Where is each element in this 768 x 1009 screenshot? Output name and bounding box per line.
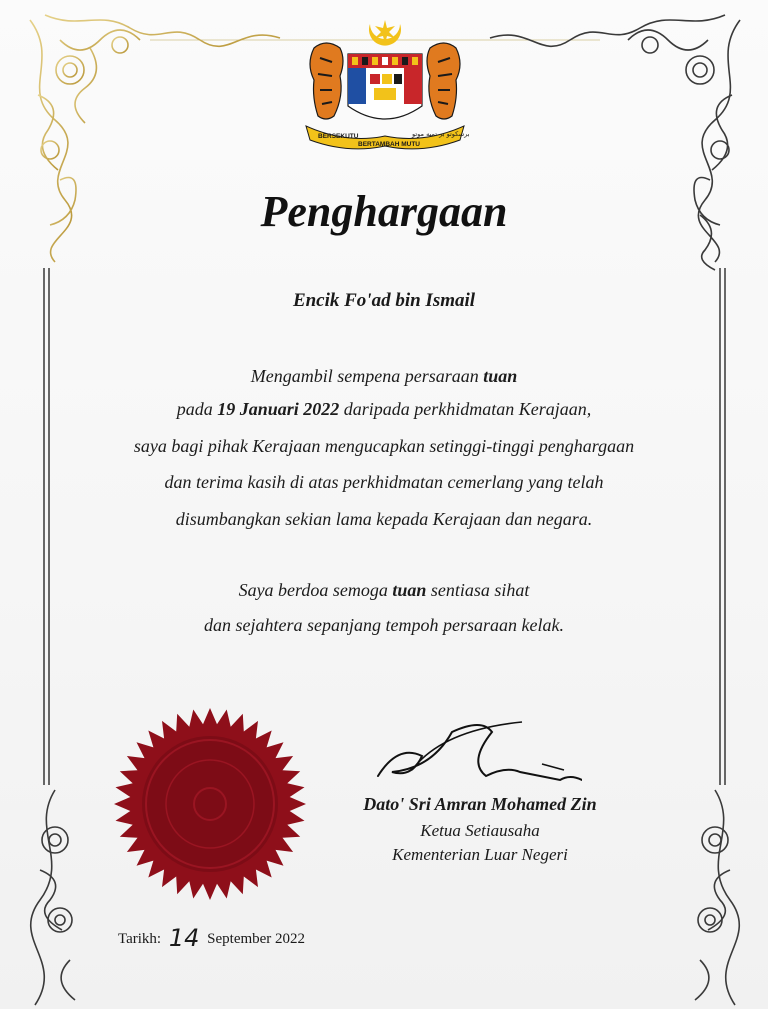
date-day-handwritten: 14 — [168, 924, 200, 952]
signatory-title: Ketua Setiausaha — [420, 821, 540, 840]
body-line-7: dan sejahtera sepanjang tempoh persaraan kelak. — [204, 615, 564, 635]
body-line-3: saya bagi pihak Kerajaan mengucapkan setinggi-tinggi penghargaan — [133, 436, 635, 456]
body-line-2: pada 19 Januari 2022 daripada perkhidmatan Kerajaan, — [176, 399, 592, 419]
body-line-4: dan terima kasih di atas perkhidmatan cemerlang yang telah — [164, 472, 604, 492]
bottom-left-ornament — [31, 790, 75, 1005]
signatory-ministry: Kementerian Luar Negeri — [392, 845, 568, 864]
signatory-name: Dato' Sri Amran Mohamed Zin — [363, 794, 597, 814]
motto-ribbon — [306, 126, 470, 149]
motto-jawi-text: برسکوتو بر تمبه موتو — [412, 130, 470, 138]
national-crest-emblem — [300, 18, 470, 153]
shield-icon — [348, 54, 422, 119]
tiger-right-icon — [427, 43, 460, 119]
body-line-6: Saya berdoa semoga tuan sentiasa sihat — [238, 580, 530, 600]
recipient-name: Encik Fo'ad bin Ismail — [292, 290, 476, 311]
crescent-star-icon — [369, 20, 401, 46]
handwritten-signature — [372, 720, 582, 792]
date-month-year: September 2022 — [207, 931, 306, 947]
date-label: Tarikh: — [118, 931, 162, 947]
certificate-title: Penghargaan — [260, 187, 508, 236]
red-seal — [112, 706, 308, 902]
body-line-1: Mengambil sempena persaraan tuan — [250, 366, 518, 386]
motto-right-text: BERTAMBAH MUTU — [358, 141, 420, 148]
motto-left-text: BERSEKUTU — [318, 133, 359, 140]
bottom-right-ornament — [695, 790, 739, 1005]
body-line-5: disumbangkan sekian lama kepada Kerajaan dan negara. — [175, 509, 593, 529]
date-row — [118, 924, 305, 952]
tiger-left-icon — [310, 43, 343, 119]
